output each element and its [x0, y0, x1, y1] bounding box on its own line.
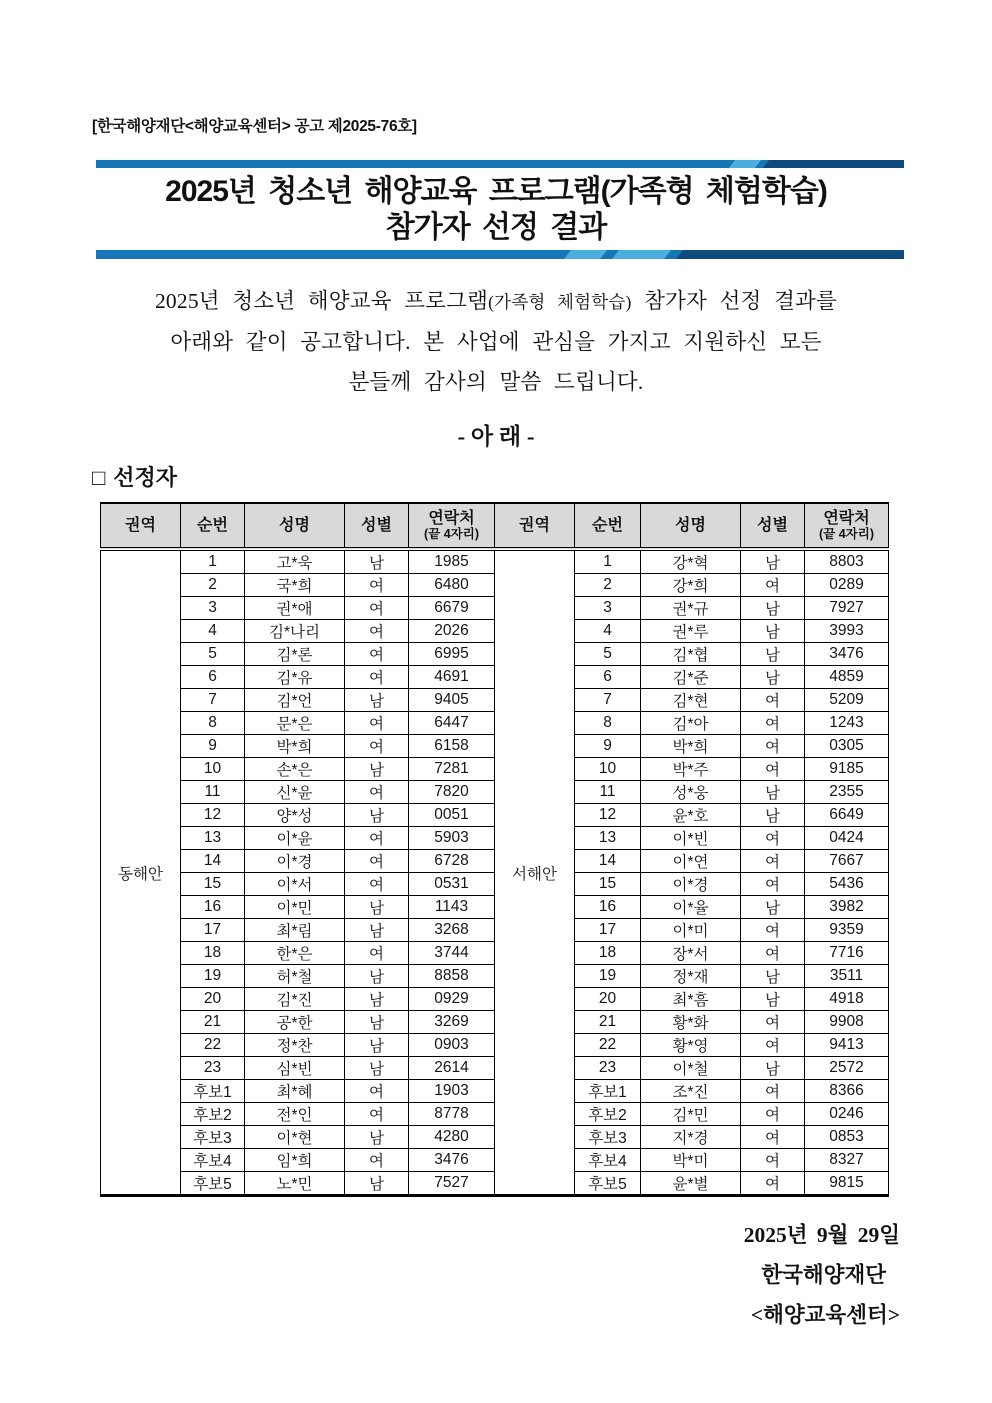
- table-cell: 7927: [805, 597, 889, 620]
- table-cell: 9: [575, 735, 641, 758]
- table-cell: 15: [181, 873, 245, 896]
- body-line1-paren: (가족형 체험학습): [488, 292, 632, 312]
- table-cell: 1: [575, 549, 641, 574]
- table-cell: 남: [741, 549, 805, 574]
- table-cell: 1143: [409, 896, 495, 919]
- table-cell: 이*빈: [641, 827, 741, 850]
- body-line3: 분들께 감사의 말씀 드립니다.: [348, 370, 644, 394]
- table-cell: 7527: [409, 1172, 495, 1196]
- table-cell: 6649: [805, 804, 889, 827]
- table-cell: 9413: [805, 1034, 889, 1057]
- table-cell: 8: [575, 712, 641, 735]
- table-cell: 14: [575, 850, 641, 873]
- table-cell: 권*애: [245, 597, 345, 620]
- header-gender: 성별: [741, 503, 805, 549]
- table-cell: 13: [575, 827, 641, 850]
- table-cell: 손*은: [245, 758, 345, 781]
- table-cell: 남: [345, 689, 409, 712]
- title-line1: 2025년 청소년 해양교육 프로그램(가족형 체험학습): [165, 175, 827, 208]
- table-cell: 14: [181, 850, 245, 873]
- table-cell: 남: [345, 1126, 409, 1149]
- table-cell: 6995: [409, 643, 495, 666]
- table-cell: 여: [345, 1149, 409, 1172]
- table-cell: 2026: [409, 620, 495, 643]
- table-cell: 후보3: [575, 1126, 641, 1149]
- table-cell: 7716: [805, 942, 889, 965]
- table-cell: 김*나리: [245, 620, 345, 643]
- table-cell: 0305: [805, 735, 889, 758]
- table-cell: 남: [345, 1034, 409, 1057]
- table-cell: 남: [741, 1057, 805, 1080]
- table-cell: 여: [345, 735, 409, 758]
- table-cell: 9908: [805, 1011, 889, 1034]
- table-cell: 황*화: [641, 1011, 741, 1034]
- table-cell: 김*현: [641, 689, 741, 712]
- table-cell: 21: [575, 1011, 641, 1034]
- table-cell: 강*희: [641, 574, 741, 597]
- table-cell: 6447: [409, 712, 495, 735]
- table-cell: 17: [181, 919, 245, 942]
- table-cell: 이*민: [245, 896, 345, 919]
- table-cell: 최*림: [245, 919, 345, 942]
- table-cell: 15: [575, 873, 641, 896]
- table-cell: 이*연: [641, 850, 741, 873]
- selected-section-label: [92, 461, 900, 492]
- table-cell: 남: [741, 666, 805, 689]
- table-cell: 7667: [805, 850, 889, 873]
- table-cell: 7820: [409, 781, 495, 804]
- divider-accent-dark: [761, 160, 904, 168]
- header-contact-main: 연락처: [428, 510, 475, 527]
- table-cell: 여: [741, 1011, 805, 1034]
- table-cell: 여: [741, 1126, 805, 1149]
- title-divider-bottom: [96, 250, 904, 259]
- table-cell: 7281: [409, 758, 495, 781]
- table-cell: 여: [345, 666, 409, 689]
- table-cell: 0246: [805, 1103, 889, 1126]
- table-cell: 신*윤: [245, 781, 345, 804]
- table-cell: 이*율: [641, 896, 741, 919]
- table-cell: 고*욱: [245, 549, 345, 574]
- header-contact: [805, 503, 889, 549]
- table-cell: 김*민: [641, 1103, 741, 1126]
- header-region: 권역: [495, 503, 575, 549]
- header-contact-sub: (끝 4자리): [819, 527, 874, 541]
- table-cell: 22: [575, 1034, 641, 1057]
- table-cell: 김*론: [245, 643, 345, 666]
- header-number: 순번: [181, 503, 245, 549]
- table-cell: 9185: [805, 758, 889, 781]
- table-cell: 4859: [805, 666, 889, 689]
- table-cell: 0424: [805, 827, 889, 850]
- table-cell: 4691: [409, 666, 495, 689]
- table-cell: 여: [741, 574, 805, 597]
- selection-table: [100, 502, 889, 1197]
- table-cell: 정*찬: [245, 1034, 345, 1057]
- table-cell: 4: [181, 620, 245, 643]
- table-cell: 후보5: [575, 1172, 641, 1196]
- table-cell: 3: [181, 597, 245, 620]
- table-cell: 여: [345, 781, 409, 804]
- table-cell: 남: [345, 804, 409, 827]
- table-cell: 남: [741, 804, 805, 827]
- table-cell: 9815: [805, 1172, 889, 1196]
- table-cell: 여: [345, 873, 409, 896]
- table-cell: 박*희: [641, 735, 741, 758]
- table-cell: 1243: [805, 712, 889, 735]
- table-cell: 4: [575, 620, 641, 643]
- table-cell: 2: [575, 574, 641, 597]
- table-cell: 후보3: [181, 1126, 245, 1149]
- body-line1-pre: 2025년 청소년 해양교육 프로그램: [154, 289, 489, 313]
- table-cell: 6728: [409, 850, 495, 873]
- table-cell: 3: [575, 597, 641, 620]
- table-cell: 여: [741, 1034, 805, 1057]
- table-cell: 18: [575, 942, 641, 965]
- table-cell: 9405: [409, 689, 495, 712]
- table-header: [101, 503, 889, 549]
- table-cell: 여: [345, 620, 409, 643]
- table-cell: 5209: [805, 689, 889, 712]
- table-cell: 여: [741, 689, 805, 712]
- table-cell: 여: [345, 574, 409, 597]
- table-cell: 7: [575, 689, 641, 712]
- table-cell: 16: [181, 896, 245, 919]
- table-cell: 3476: [805, 643, 889, 666]
- below-label: - 아 래 -: [457, 424, 535, 449]
- table-cell: 여: [345, 827, 409, 850]
- table-cell: 10: [181, 758, 245, 781]
- table-cell: 남: [345, 1057, 409, 1080]
- table-cell: 5: [575, 643, 641, 666]
- signature-block: [0, 1215, 900, 1335]
- table-cell: 남: [345, 758, 409, 781]
- region-cell: 서해안: [495, 549, 575, 1196]
- table-cell: 5903: [409, 827, 495, 850]
- table-cell: 지*경: [641, 1126, 741, 1149]
- table-cell: 한*은: [245, 942, 345, 965]
- selection-table-body: [101, 549, 889, 1196]
- table-cell: 김*진: [245, 988, 345, 1011]
- table-cell: 남: [345, 988, 409, 1011]
- divider-accent-dark: [675, 250, 904, 259]
- table-cell: 여: [345, 712, 409, 735]
- table-cell: 윤*별: [641, 1172, 741, 1196]
- table-cell: 김*협: [641, 643, 741, 666]
- table-cell: 0289: [805, 574, 889, 597]
- table-cell: 3993: [805, 620, 889, 643]
- table-cell: 남: [741, 965, 805, 988]
- table-cell: 여: [741, 850, 805, 873]
- table-cell: 최*흠: [641, 988, 741, 1011]
- table-cell: 임*희: [245, 1149, 345, 1172]
- table-cell: 3511: [805, 965, 889, 988]
- table-cell: 20: [575, 988, 641, 1011]
- table-cell: 성*웅: [641, 781, 741, 804]
- table-cell: 4280: [409, 1126, 495, 1149]
- table-cell: 3744: [409, 942, 495, 965]
- table-cell: 21: [181, 1011, 245, 1034]
- table-cell: 남: [741, 896, 805, 919]
- table-cell: 10: [575, 758, 641, 781]
- table-cell: 이*경: [641, 873, 741, 896]
- table-cell: 양*성: [245, 804, 345, 827]
- table-cell: 남: [345, 896, 409, 919]
- table-cell: 남: [741, 597, 805, 620]
- signature-date: 2025년 9월 29일: [743, 1223, 900, 1247]
- table-cell: 후보2: [181, 1103, 245, 1126]
- table-cell: 0531: [409, 873, 495, 896]
- table-cell: 이*현: [245, 1126, 345, 1149]
- table-cell: 3269: [409, 1011, 495, 1034]
- table-cell: 노*민: [245, 1172, 345, 1196]
- table-cell: 8366: [805, 1080, 889, 1103]
- table-cell: 9: [181, 735, 245, 758]
- table-cell: 조*진: [641, 1080, 741, 1103]
- region-cell: 동해안: [101, 549, 181, 1196]
- table-cell: 0853: [805, 1126, 889, 1149]
- table-cell: 6158: [409, 735, 495, 758]
- square-bullet-icon: □: [92, 465, 106, 490]
- header-name: 성명: [641, 503, 741, 549]
- table-cell: 최*혜: [245, 1080, 345, 1103]
- table-cell: 여: [741, 942, 805, 965]
- table-cell: 남: [741, 620, 805, 643]
- table-cell: 후보2: [575, 1103, 641, 1126]
- header-region: 권역: [101, 503, 181, 549]
- title-line2: 참가자 선정 결과: [385, 211, 607, 244]
- table-cell: 윤*호: [641, 804, 741, 827]
- table-cell: 18: [181, 942, 245, 965]
- table-cell: 김*언: [245, 689, 345, 712]
- body-line1-post: 참가자 선정 결과를: [631, 289, 837, 313]
- table-cell: 16: [575, 896, 641, 919]
- table-cell: 1985: [409, 549, 495, 574]
- table-cell: 8803: [805, 549, 889, 574]
- table-cell: 20: [181, 988, 245, 1011]
- body-line2: 아래와 같이 공고합니다. 본 사업에 관심을 가지고 지원하신 모든: [170, 330, 822, 354]
- table-cell: 12: [575, 804, 641, 827]
- table-cell: 6480: [409, 574, 495, 597]
- table-header-row: [101, 503, 889, 549]
- header-contact-sub: (끝 4자리): [424, 527, 479, 541]
- table-cell: 후보4: [181, 1149, 245, 1172]
- announcement-body: [78, 281, 914, 402]
- title-divider-top: [96, 160, 904, 168]
- signature-org: 한국해양재단: [761, 1263, 886, 1287]
- table-cell: 2355: [805, 781, 889, 804]
- table-cell: 국*희: [245, 574, 345, 597]
- table-cell: 허*철: [245, 965, 345, 988]
- table-cell: 11: [575, 781, 641, 804]
- table-cell: 후보5: [181, 1172, 245, 1196]
- header-contact-main: 연락처: [823, 510, 870, 527]
- table-cell: 박*희: [245, 735, 345, 758]
- table-cell: 권*규: [641, 597, 741, 620]
- table-cell: 남: [741, 988, 805, 1011]
- table-cell: 5: [181, 643, 245, 666]
- table-cell: 6: [575, 666, 641, 689]
- table-cell: 여: [345, 1103, 409, 1126]
- table-cell: 전*인: [245, 1103, 345, 1126]
- table-cell: 여: [345, 850, 409, 873]
- table-cell: 1903: [409, 1080, 495, 1103]
- header-number: 순번: [575, 503, 641, 549]
- table-cell: 19: [181, 965, 245, 988]
- table-cell: 17: [575, 919, 641, 942]
- table-cell: 여: [741, 1080, 805, 1103]
- table-cell: 남: [345, 919, 409, 942]
- table-cell: 이*미: [641, 919, 741, 942]
- table-row: [101, 549, 889, 574]
- table-cell: 후보4: [575, 1149, 641, 1172]
- table-cell: 4918: [805, 988, 889, 1011]
- table-cell: 남: [345, 549, 409, 574]
- table-cell: 여: [345, 1080, 409, 1103]
- notice-number: [한국해양재단<해양교육센터> 공고 제2025-76호]: [92, 118, 417, 135]
- signature-center: <해양교육센터>: [750, 1303, 900, 1327]
- table-cell: 여: [741, 1172, 805, 1196]
- table-cell: 권*루: [641, 620, 741, 643]
- table-cell: 2572: [805, 1057, 889, 1080]
- table-cell: 8778: [409, 1103, 495, 1126]
- table-cell: 여: [741, 1103, 805, 1126]
- table-cell: 남: [345, 1172, 409, 1196]
- table-cell: 22: [181, 1034, 245, 1057]
- table-cell: 강*혁: [641, 549, 741, 574]
- table-cell: 여: [741, 1149, 805, 1172]
- table-cell: 8: [181, 712, 245, 735]
- table-cell: 정*재: [641, 965, 741, 988]
- table-cell: 23: [575, 1057, 641, 1080]
- header-gender: 성별: [345, 503, 409, 549]
- table-cell: 남: [741, 781, 805, 804]
- table-cell: 장*서: [641, 942, 741, 965]
- table-cell: 여: [741, 712, 805, 735]
- table-cell: 남: [345, 1011, 409, 1034]
- table-cell: 남: [741, 643, 805, 666]
- table-cell: 이*윤: [245, 827, 345, 850]
- table-cell: 심*빈: [245, 1057, 345, 1080]
- table-cell: 8327: [805, 1149, 889, 1172]
- table-cell: 남: [345, 965, 409, 988]
- header-name: 성명: [245, 503, 345, 549]
- section-label-text: 선정자: [113, 465, 178, 490]
- table-cell: 여: [741, 919, 805, 942]
- table-cell: 1: [181, 549, 245, 574]
- table-cell: 2614: [409, 1057, 495, 1080]
- table-cell: 8858: [409, 965, 495, 988]
- table-cell: 3476: [409, 1149, 495, 1172]
- table-cell: 7: [181, 689, 245, 712]
- table-cell: 19: [575, 965, 641, 988]
- table-cell: 12: [181, 804, 245, 827]
- table-cell: 공*한: [245, 1011, 345, 1034]
- table-cell: 이*철: [641, 1057, 741, 1080]
- table-cell: 이*서: [245, 873, 345, 896]
- table-cell: 0903: [409, 1034, 495, 1057]
- table-cell: 6679: [409, 597, 495, 620]
- table-cell: 여: [345, 643, 409, 666]
- table-cell: 후보1: [181, 1080, 245, 1103]
- table-cell: 여: [741, 873, 805, 896]
- document-title: [60, 174, 932, 246]
- table-cell: 김*아: [641, 712, 741, 735]
- table-cell: 김*준: [641, 666, 741, 689]
- table-cell: 황*영: [641, 1034, 741, 1057]
- table-cell: 13: [181, 827, 245, 850]
- table-cell: 0929: [409, 988, 495, 1011]
- table-cell: 박*주: [641, 758, 741, 781]
- table-cell: 3268: [409, 919, 495, 942]
- table-cell: 23: [181, 1057, 245, 1080]
- table-cell: 여: [741, 758, 805, 781]
- table-cell: 여: [345, 942, 409, 965]
- table-cell: 2: [181, 574, 245, 597]
- table-cell: 문*은: [245, 712, 345, 735]
- table-cell: 6: [181, 666, 245, 689]
- table-cell: 5436: [805, 873, 889, 896]
- table-cell: 후보1: [575, 1080, 641, 1103]
- table-cell: 여: [741, 735, 805, 758]
- divider-accent-light: [727, 160, 762, 168]
- table-cell: 여: [741, 827, 805, 850]
- header-contact: [409, 503, 495, 549]
- table-cell: 9359: [805, 919, 889, 942]
- table-cell: 박*미: [641, 1149, 741, 1172]
- table-cell: 이*경: [245, 850, 345, 873]
- table-cell: 김*유: [245, 666, 345, 689]
- table-cell: 0051: [409, 804, 495, 827]
- table-cell: 여: [345, 597, 409, 620]
- table-cell: 3982: [805, 896, 889, 919]
- table-cell: 11: [181, 781, 245, 804]
